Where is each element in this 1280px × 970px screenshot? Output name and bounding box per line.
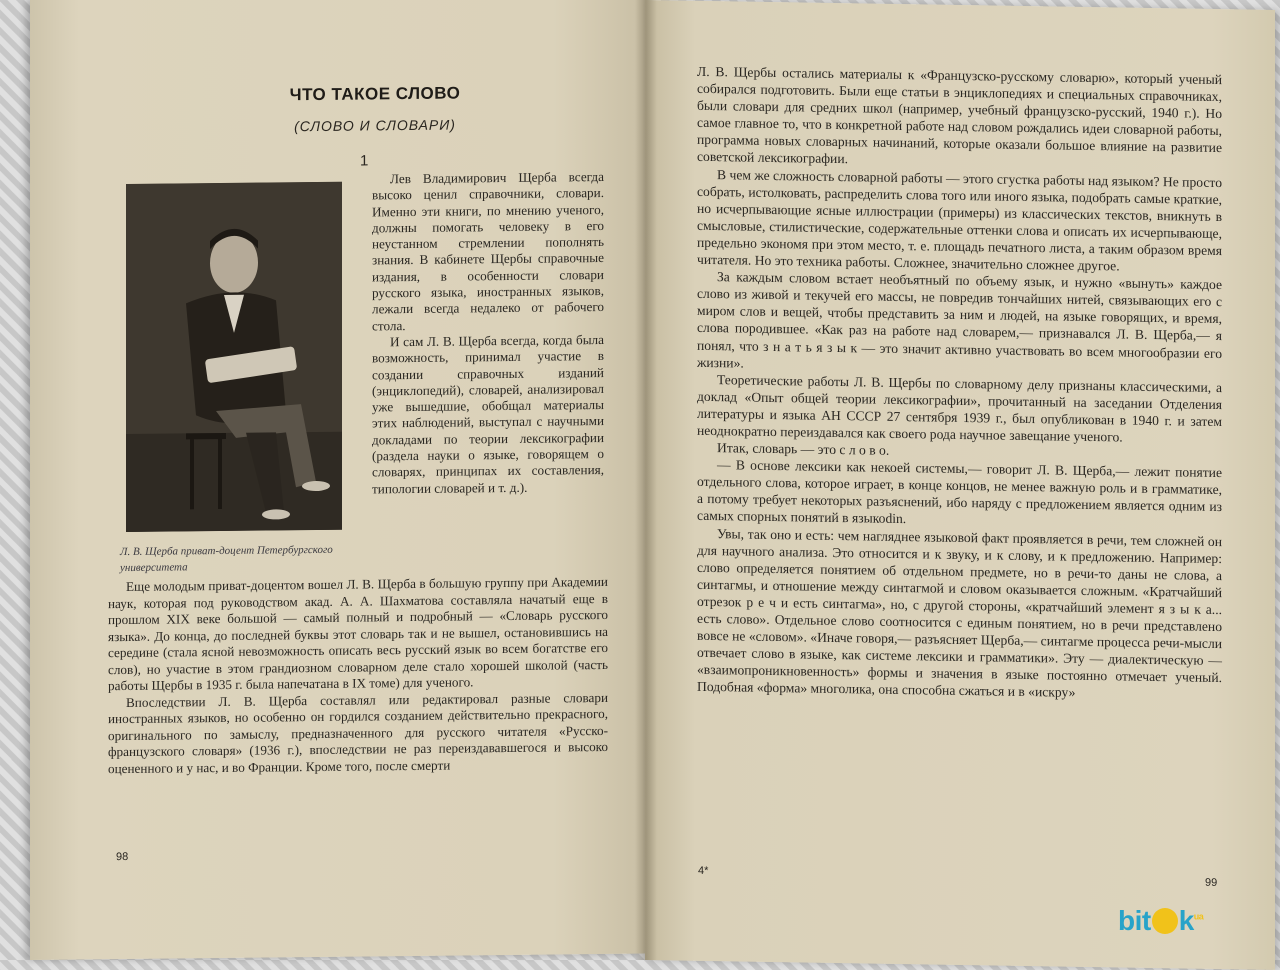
signature-mark: 4*: [698, 864, 709, 877]
right-paragraph: За каждым словом встает необъятный по объему язык, и нужно «вынуть» каждое слово из живой и текучей его массы, не повредив тончайших нитей, связывающих его с миром слов и вещей, чтобы представить за ним и людей, на языке говорящих, и время, слова породившее. «Как раз на работе над словарем,— признавался Л. В. Щерба,— я понял, что з н а т ь я з ы к — это значит активно участвовать во всем многообразии его жизни».: [697, 269, 1222, 371]
wide-paragraph: Впоследствии Л. В. Щерба составлял или редактировал разные словари иностранных языков, но особенно он гордился созданием действительно прекрасного, оригинального по замыслу, предназначенного для русского читателя «Русско-французского словаря» (1936 г.), впоследствии не раз переиздававшегося и высоко оцененного и у нас, и во Франции. Кроме того, после смерти: [108, 689, 608, 776]
column-paragraph: Лев Владимирович Щерба всегда высоко ценил справочники, словари. Именно эти книги, по мнению ученого, должны помогать человеку в его неустанном стремлении пополнять знания. В кабинете Щербы справочные издания, в особенности словари русского языка, иностранных языков, лежали всегда недалеко от рабочего стола.: [372, 168, 604, 334]
photo-caption: Л. В. Щерба приват-доцент Петербургского университета: [120, 543, 333, 575]
page-number-left: 98: [116, 850, 129, 864]
chapter-subtitle: (СЛОВО И СЛОВАРИ): [294, 116, 456, 135]
section-number: 1: [360, 152, 369, 170]
right-paragraph: Теоретические работы Л. В. Щербы по словарному делу признаны классическими, а доклад «Опыт общей теории лексикографии», прочитанный на заседании Отделения литературы и языка АН СССР 27 сентября 1939 г., был опубликован в 1940 г. и затем неоднократно переиздавался как своего рода научное завещание ученого.: [697, 371, 1222, 445]
right-paragraph: В чем же сложность словарной работы — этого сгустка работы над языком? Не просто собрать, истолковать, распределить слова того или иного языка, подобрать самые краткие, но исчерпывающие ясные иллюстрации (примеры) из классических текстов, вникнуть в смысловые, стилистические, содержательные оттенки слова и описать их исчерпывающе, предельно экономя при этом место, т. е. площадь печатного листа, а таким образом время читателя. Но это техника работы. Сложнее, значительно сложнее другое.: [697, 166, 1222, 274]
column-text: [372, 169, 604, 497]
right-page: [645, 0, 1275, 970]
chapter-title: ЧТО ТАКОЕ СЛОВО: [289, 83, 461, 105]
right-paragraph: Увы, так оно и есть: чем нагляднее языковой факт проявляется в речи, тем сложней он для научного анализа. Это относится и к звуку, и к слову, и к предложению. Например: слово определяется понятием об отдельном предмете, но в речи-то даны не слова, а синтагмы, и отношение между синтагмой и словом оказывается сложным. «Кратчайший отрезок р е ч и есть синтагма», но, с другой стороны, «кратчайший элемент я з ы к а... есть слово». Отдельное слово соотносится с единым понятием, но в речи представлено вовсе не «словом». «Иначе говоря,— разъясняет Щерба,— синтагме процесса речи-мысли отвечает слово в языке, как системе лексики и грамматики». Эту — диалектическую — «взаимопроникновенность» формы и значения в языке постоянно отмечает ученый. Подобная «форма» многолика, она способна сжаться и в «искру»: [697, 525, 1222, 701]
book-gutter: [635, 0, 657, 960]
left-page: [30, 0, 645, 960]
right-paragraph: Л. В. Щербы остались материалы к «Французско-русскому словарю», который ученый собирался подготовить. Были еще статьи в энциклопедиях и специальных справочниках, были словари для средних школ (например, учебный французско-русский, 1940 г.). Но самое главное то, что в конкретной работе над словом рождались идеи словарной работы, программа новых словарных начинаний, которые оказали большое влияние на развитие советской лексикографии.: [697, 63, 1222, 167]
portrait-photo: [126, 182, 342, 532]
right-paragraph: — В основе лексики как некоей системы,— говорит Л. В. Щерба,— лежит понятие отдельного слова, которое играет, в конце концов, не менее важную роль и в грамматике, а потому требует некоторых разъяснений, ибо наряду с предложением является одним из самых спорных понятий в языкоdin.: [697, 457, 1222, 527]
column-paragraph: И сам Л. В. Щерба всегда, когда была возможность, принимал участие в создании справочных изданий (энциклопедий), словарей, анализировал уже вышедшие, обобщал материалы этих наблюдений, выступал с научными докладами по теории лексикографии (раздела науки о языке, говорящем о словарях, принципах их составления, типологии словарей и т. д.).: [372, 331, 604, 497]
wide-text: [108, 574, 608, 777]
right-page-text: [697, 63, 1222, 704]
watermark-text-end: k: [1178, 905, 1194, 936]
wide-paragraph: Еще молодым приват-доцентом вошел Л. В. Щерба в большую группу при Академии наук, которая под руководством акад. А. А. Шахматова составляла начатый еще в прошлом XIX веке большой — самый полный и подробный — «Словарь русского языка». До конца, до последней буквы этот словарь так и не вышел, остановившись на середине (стала ясной невозможность описать весь русский язык во всем богатстве его слов), но участие в этом грандиозном словарном деле стало хорошей школой (часть работы Щербы в 1935 г. была напечатана в IX томе) для ученого.: [108, 573, 608, 694]
open-book: [30, 0, 1275, 960]
watermark-logo: [1118, 905, 1268, 949]
page-number-right: 99: [1205, 876, 1218, 889]
watermark-suffix: ua: [1193, 911, 1204, 922]
portrait-figure-image: [126, 182, 342, 532]
right-paragraph: Итак, словарь — это с л о в о.: [717, 440, 890, 458]
watermark-text-start: bit: [1118, 905, 1151, 936]
watermark-o-icon: [1152, 908, 1178, 934]
